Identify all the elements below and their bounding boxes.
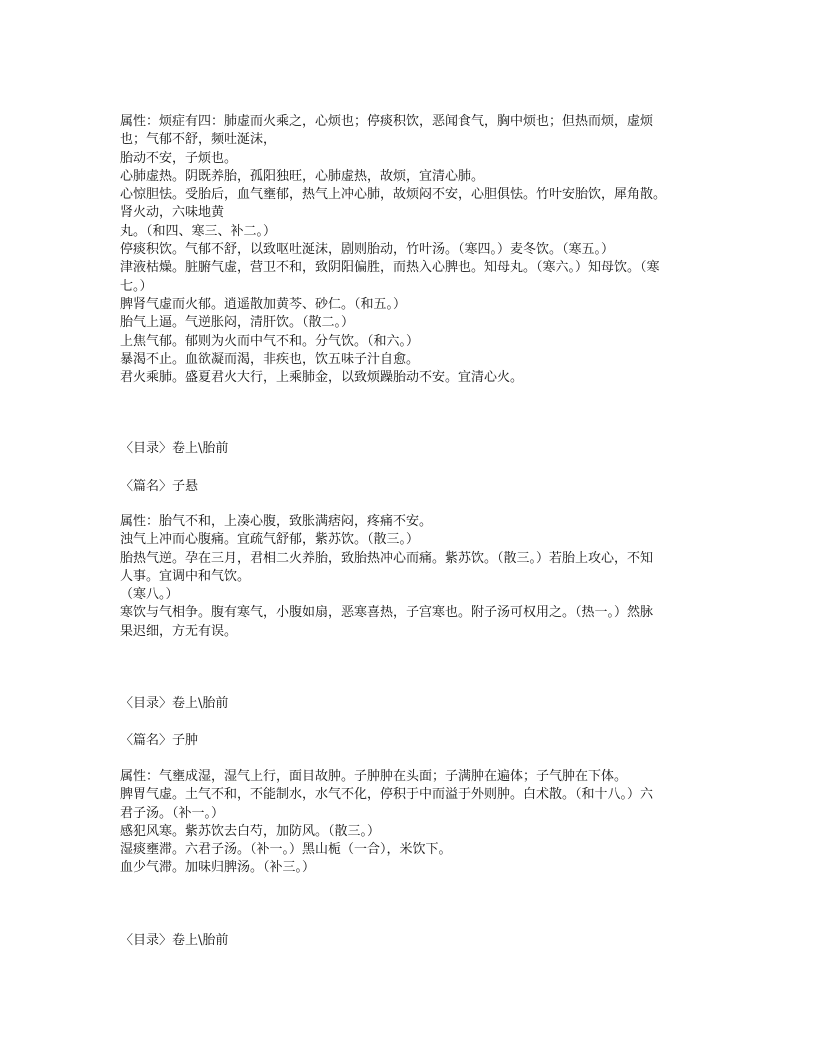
text-line: 也；气郁不舒，频吐涎沫， xyxy=(120,132,277,148)
chapter-title: 〈篇名〉子肿 xyxy=(120,733,199,748)
text-line: 胎热气逆。孕在三月，君相二火养胎，致胎热冲心而痛。紫苏饮。（散三。）若胎上攻心，不知 xyxy=(120,550,654,566)
text-line: 停痰积饮。气郁不舒，以致呕吐涎沫，剧则胎动，竹叶汤。（寒四。）麦冬饮。（寒五。） xyxy=(120,242,615,258)
catalog-heading: 〈目录〉卷上\胎前 xyxy=(120,441,229,456)
text-line: 君子汤。（补一。） xyxy=(120,805,225,821)
text-line: 心惊胆怯。受胎后，血气壅郁，热气上冲心肺，故烦闷不安，心胆俱怯。竹叶安胎饮，犀角散。 xyxy=(120,187,667,203)
text-line: 丸。（和四、寒三、补二。） xyxy=(120,223,277,239)
text-line: 感犯风寒。紫苏饮去白芍，加防风。（散三。） xyxy=(120,823,381,839)
text-line: 属性：胎气不和，上凑心腹，致胀满痞闷，疼痛不安。 xyxy=(120,514,433,529)
section-zixuan-body xyxy=(120,513,710,641)
text-line: 血少气滞。加味归脾汤。（补三。） xyxy=(120,860,316,876)
text-line: 胎气上逼。气逆胀闷，清肝饮。（散二。） xyxy=(120,315,355,331)
text-line: 君火乘肺。盛夏君火大行，上乘肺金，以致烦躁胎动不安。宜清心火。 xyxy=(120,370,524,386)
catalog-heading: 〈目录〉卷上\胎前 xyxy=(120,696,229,711)
chapter-title: 〈篇名〉子悬 xyxy=(120,479,199,494)
text-line: 上焦气郁。郁则为火而中气不和。分气饮。（和六。） xyxy=(120,333,420,349)
text-line: 脾肾气虚而火郁。逍遥散加黄芩、砂仁。（和五。） xyxy=(120,296,407,312)
text-line: 属性：烦症有四：肺虚而火乘之，心烦也；停痰积饮，恶闻食气，胸中烦也；但热而烦，虚烦 xyxy=(120,114,654,129)
text-line: 浊气上冲而心腹痛。宜疏气舒郁，紫苏饮。（散三。） xyxy=(120,532,420,548)
text-line: 心肺虚热。阴既养胎，孤阳独旺，心肺虚热，故烦，宜清心肺。 xyxy=(120,168,485,184)
text-line: 人事。宜调中和气饮。 xyxy=(120,568,251,584)
text-line: （寒八。） xyxy=(120,587,179,603)
text-line: 寒饮与气相争。腹有寒气，小腹如扇，恶寒喜热，子宫寒也。附子汤可权用之。（热一。）然脉 xyxy=(120,605,654,621)
catalog-heading: 〈目录〉卷上\胎前 xyxy=(120,933,229,948)
text-line: 胎动不安，子烦也。 xyxy=(120,150,238,166)
text-line: 属性：气壅成湿，湿气上行，面目故肿。子肿肿在头面；子满肿在遍体；子气肿在下体。 xyxy=(120,769,628,784)
section-zifan-body xyxy=(120,113,710,387)
text-line: 七。） xyxy=(120,278,153,294)
section-zizhong-body xyxy=(120,768,710,878)
text-line: 湿痰壅滞。六君子汤。（补一。）黑山栀（一合），米饮下。 xyxy=(120,842,452,858)
text-line: 肾火动，六味地黄 xyxy=(120,205,225,221)
text-line: 津液枯燥。脏腑气虚，营卫不和，致阴阳偏胜，而热入心脾也。知母丸。（寒六。）知母饮。（寒 xyxy=(120,260,660,276)
text-line: 果迟细，方无有误。 xyxy=(120,623,238,639)
text-line: 暴渴不止。血欲凝而渴，非疾也，饮五味子汁自愈。 xyxy=(120,351,420,367)
text-line: 脾胃气虚。土气不和，不能制水，水气不化，停积于中而溢于外则肿。白术散。（和十八。）六 xyxy=(120,787,654,803)
